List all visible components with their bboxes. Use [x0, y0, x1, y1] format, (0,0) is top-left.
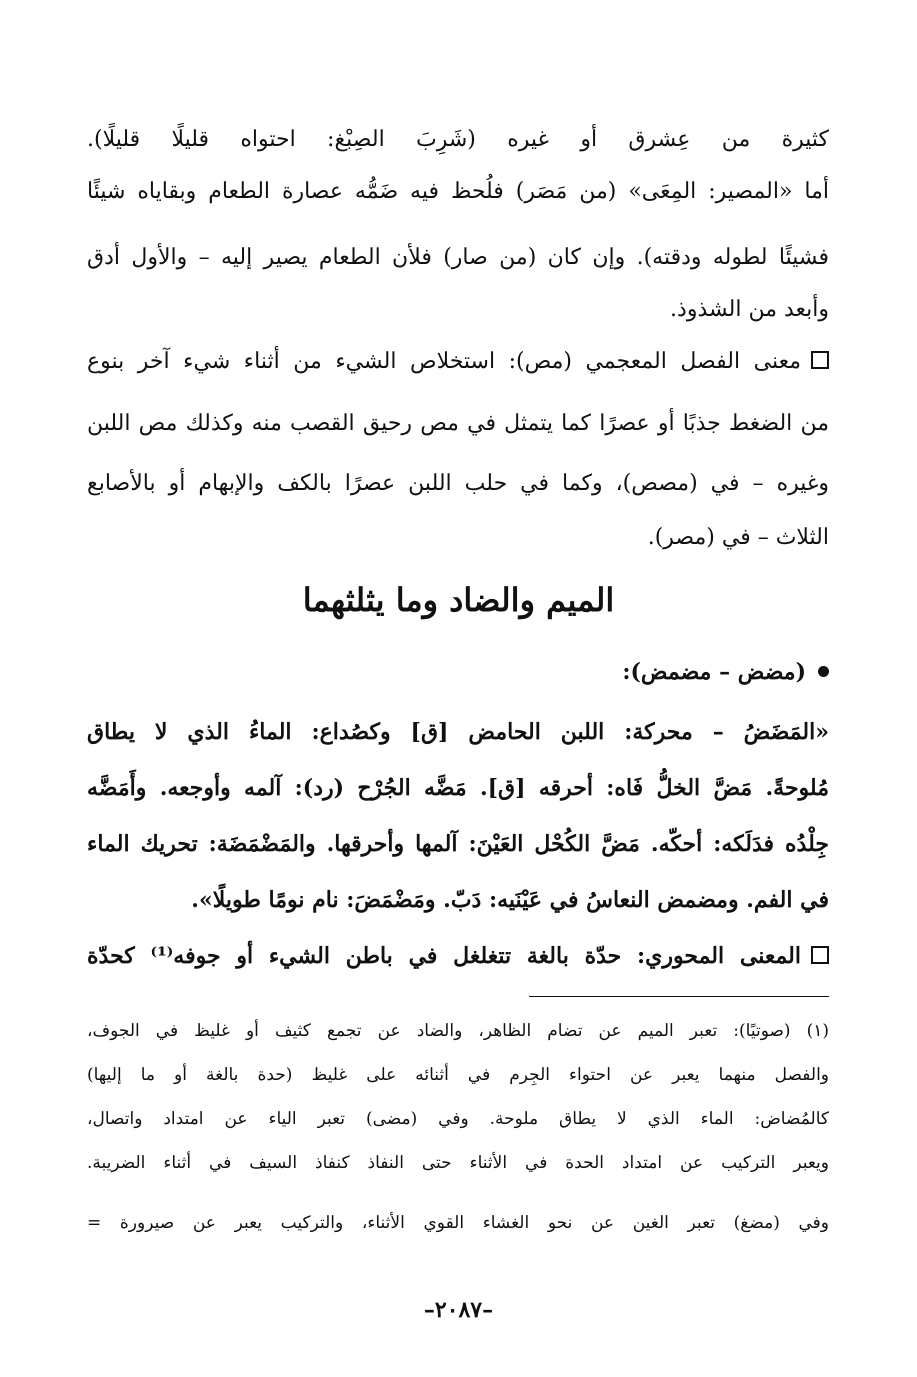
- entry-title: (مضض – مضمض):: [87, 652, 829, 692]
- definition-line: في الفم. ومضمض النعاسُ في عَيْنَيه: دَبّ. ومَضْمَضَ: نام نومًا طويلًا».: [191, 887, 829, 913]
- footnote-line: (١) (صوتيًا): تعبر الميم عن تضام الظاهر، والضاد عن تجمع كثيف أو غليظ في الجوف،: [87, 1021, 829, 1041]
- definition-line: «المَضَضُ – محركة: اللبن الحامض [ق] وكصُداع: الماءُ الذي لا يطاق: [87, 719, 829, 745]
- body-line: فشيئًا لطوله ودقته). وإن كان (من صار) فلأن الطعام يصير إليه – والأول أدق: [87, 245, 829, 270]
- body-line: كثيرة من عِشرق أو غيره (شَرِبَ الصِبْغ: احتواه قليلًا قليلًا).: [87, 127, 829, 152]
- bullet-icon: [818, 666, 829, 677]
- footnote-line: كالمُضاض: الماء الذي لا يطاق ملوحة. وفي (مضى) تعبر الياء عن امتداد واتصال،: [87, 1109, 829, 1129]
- page-number: –٢٠٨٧–: [423, 1297, 494, 1323]
- footnote-line: وفي (مضغ) تعبر الغين عن نحو الغشاء القوي الأثناء، والتركيب يعبر عن صيرورة =: [87, 1213, 829, 1233]
- meaning-line: الثلاث – في (مصر).: [647, 525, 829, 550]
- definition-line: جِلْدُه فدَلَكه: أحكّه. مَضَّ الكُحْل العَيْنَ: آلمها وأحرقها. والمَضْمَضَة: تحريك الماء: [87, 831, 829, 857]
- central-meaning-line: المعنى المحوري: حدّة بالغة تتغلغل في باطن الشيء أو جوفه⁽¹⁾ كحدّة: [87, 936, 829, 976]
- meaning-line: من الضغط جذبًا أو عصرًا كما يتمثل في مص رحيق القصب منه وكذلك مص اللبن: [87, 411, 829, 436]
- meaning-line: وغيره – في (مصص)، وكما في حلب اللبن عصرًا بالكف والإبهام أو بالأصابع: [87, 471, 829, 496]
- meaning-line: معنى الفصل المعجمي (مص): استخلاص الشيء من أثناء شيء آخر بنوع: [87, 342, 829, 382]
- square-marker-icon: [811, 946, 829, 964]
- section-heading: الميم والضاد وما يثلثهما: [302, 581, 615, 619]
- footnote-separator: [529, 996, 829, 997]
- footnote-line: ويعبر التركيب عن امتداد الحدة في الأثناء حتى النفاذ كنفاذ السيف في أثناء الضريبة.: [87, 1153, 829, 1173]
- definition-line: مُلوحةً. مَضَّ الخلُّ فَاه: أحرقه [ق]. مَضَّه الجُرْح (رد): آلمه وأوجعه. وأَمَضَّه: [87, 775, 829, 801]
- footnote-line: والفصل منهما يعبر عن احتواء الجِرم في أثنائه على غليظ (حدة بالغة أو ما إليها): [87, 1065, 829, 1085]
- body-line: أما «المصير: المِعَى» (من مَصَر) فلُحظ فيه ضَمُّه عصارة الطعام وبقاياه شيئًا: [87, 179, 829, 204]
- square-marker-icon: [811, 351, 829, 369]
- body-line: وأبعد من الشذوذ.: [670, 297, 829, 322]
